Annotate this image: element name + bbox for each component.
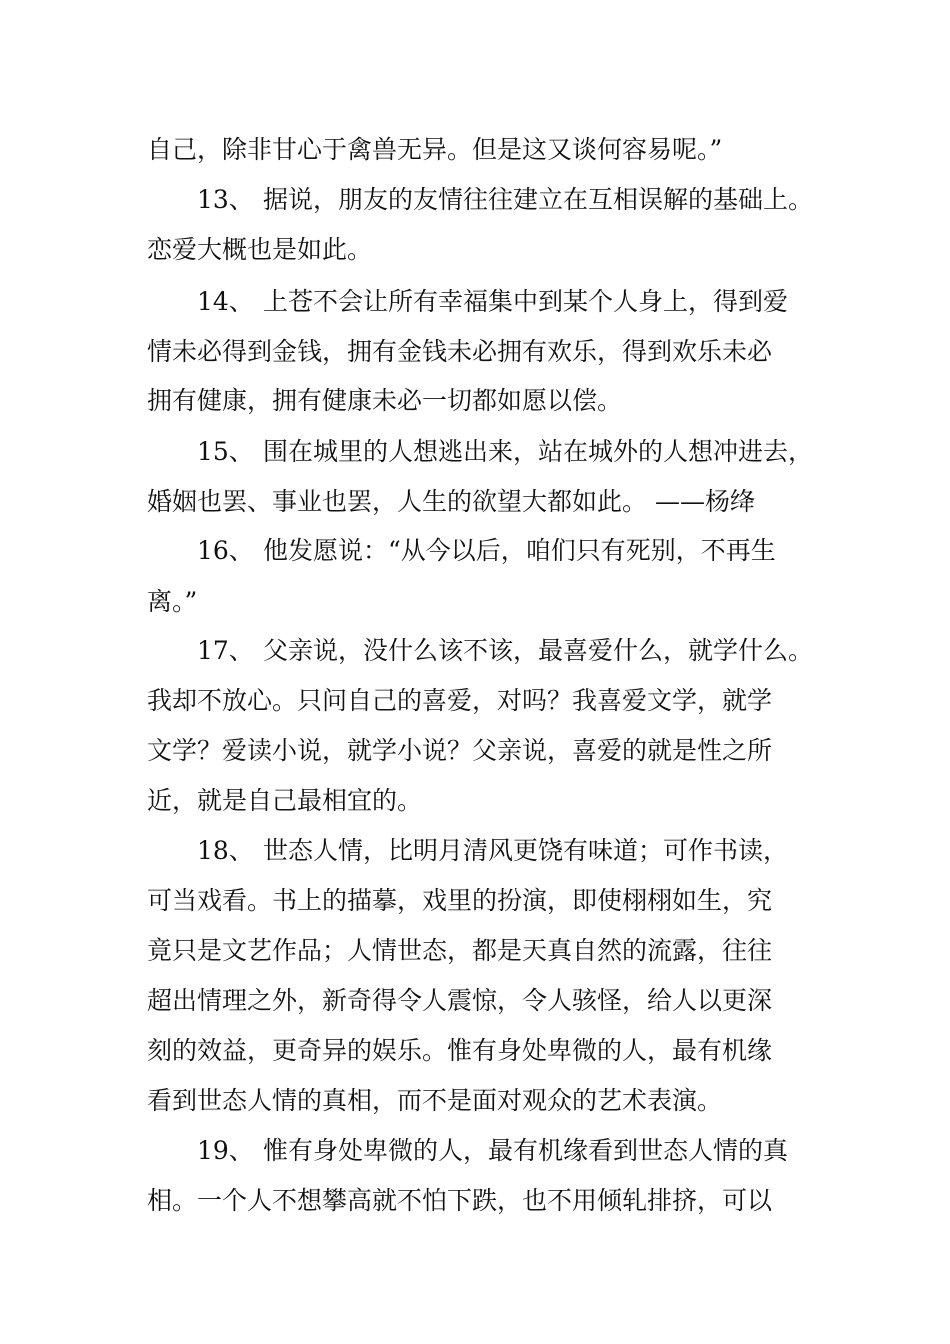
line-text: 离。” — [147, 587, 198, 616]
item-number: 19、 — [197, 1136, 254, 1165]
item-number: 17、 — [197, 636, 254, 665]
text-line — [147, 1081, 722, 1121]
text-line — [147, 1181, 772, 1221]
line-text: 自己，除非甘心于禽兽无异。但是这又谈何容易呢。” — [147, 135, 723, 164]
text-line — [147, 931, 772, 971]
line-text: 父亲说，没什么该不该，最喜爱什么，就学什么。 — [263, 636, 814, 665]
line-text: 可当戏看。书上的描摹，戏里的扮演，即使栩栩如生，究 — [147, 886, 773, 915]
text-line — [147, 731, 772, 771]
line-text: 上苍不会让所有幸福集中到某个人身上，得到爱 — [263, 287, 789, 316]
line-text: 惟有身处卑微的人，最有机缘看到世态人情的真 — [263, 1136, 789, 1165]
text-line — [147, 981, 772, 1021]
text-line — [197, 531, 776, 571]
item-number: 14、 — [197, 287, 254, 316]
item-number: 16、 — [197, 536, 254, 565]
line-text: 拥有健康，拥有健康未必一切都如愿以偿。 — [147, 386, 623, 415]
text-line — [197, 1131, 788, 1171]
text-line — [147, 681, 772, 721]
text-line — [147, 781, 422, 821]
line-text: 刻的效益，更奇异的娱乐。惟有身处卑微的人，最有机缘 — [147, 1036, 773, 1065]
item-number: 18、 — [197, 836, 254, 865]
line-text: 他发愿说：“从今以后，咱们只有死别，不再生 — [263, 536, 776, 565]
text-line — [147, 1031, 772, 1071]
line-text: 相。一个人不想攀高就不怕下跌，也不用倾轧排挤，可以 — [147, 1186, 773, 1215]
text-line — [147, 130, 722, 170]
text-line — [147, 482, 755, 522]
text-line — [197, 282, 788, 322]
line-text: 恋爱大概也是如此。 — [147, 235, 373, 264]
text-line — [147, 381, 622, 421]
text-line — [197, 432, 813, 472]
line-text: 情未必得到金钱，拥有金钱未必拥有欢乐，得到欢乐未必 — [147, 337, 773, 366]
text-line — [197, 180, 813, 220]
item-number: 13、 — [197, 185, 254, 214]
line-text: 婚姻也罢、事业也罢，人生的欲望大都如此。 ——杨绛 — [147, 487, 755, 516]
text-line — [147, 332, 772, 372]
line-text: 文学？爱读小说，就学小说？父亲说，喜爱的就是性之所 — [147, 736, 773, 765]
text-line — [147, 230, 372, 270]
text-line — [147, 582, 197, 622]
line-text: 围在城里的人想逃出来，站在城外的人想冲进去， — [263, 437, 814, 466]
line-text: 据说，朋友的友情往往建立在互相误解的基础上。 — [263, 185, 814, 214]
line-text: 竟只是文艺作品；人情世态，都是天真自然的流露，往往 — [147, 936, 773, 965]
line-text: 近，就是自己最相宜的。 — [147, 786, 423, 815]
line-text: 看到世态人情的真相，而不是面对观众的艺术表演。 — [147, 1086, 723, 1115]
item-number: 15、 — [197, 437, 254, 466]
line-text: 世态人情，比明月清风更饶有味道；可作书读， — [263, 836, 789, 865]
text-line — [197, 631, 813, 671]
line-text: 我却不放心。只问自己的喜爱，对吗？我喜爱文学，就学 — [147, 686, 773, 715]
line-text: 超出情理之外，新奇得令人震惊，令人骇怪，给人以更深 — [147, 986, 773, 1015]
text-line — [147, 881, 772, 921]
text-line — [197, 831, 788, 871]
